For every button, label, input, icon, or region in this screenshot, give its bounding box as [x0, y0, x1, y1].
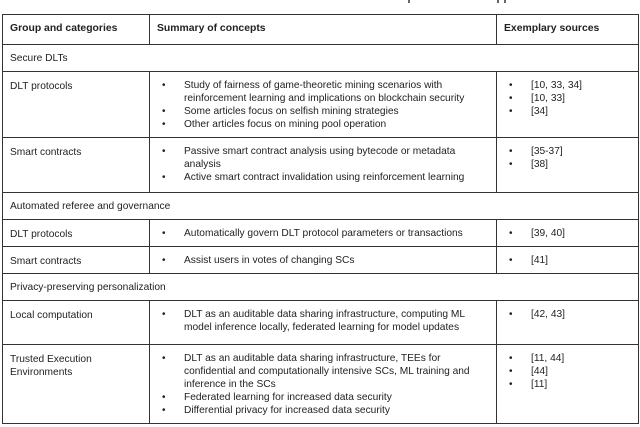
concept-item: • Federated learning for increased data security: [162, 391, 490, 404]
concepts-cell: [150, 138, 497, 193]
category-cell: DLT protocols: [3, 72, 150, 138]
table-row: [3, 138, 639, 193]
sources-cell: [497, 247, 639, 274]
concept-item: • Assist users in votes of changing SCs: [162, 254, 490, 267]
concept-item: • Automatically govern DLT protocol parameters or transactions: [162, 227, 490, 240]
sources-cell: [497, 220, 639, 247]
sources-cell: [497, 138, 639, 193]
concepts-cell: [150, 345, 497, 424]
concepts-cell: [150, 72, 497, 138]
source-item: • [38]: [509, 158, 632, 171]
concepts-table: [2, 14, 639, 424]
cropped-caption-fragment: [0, 0, 640, 6]
concept-item: • DLT as an auditable data sharing infrastructure, computing ML model inference locally, federated learning for model updates: [162, 308, 490, 334]
group-row-privacy-preserving: [3, 274, 639, 301]
sources-cell: [497, 72, 639, 138]
header-group-categories: Group and categories: [3, 15, 150, 45]
group-title: Secure DLTs: [3, 45, 639, 72]
source-item: • [34]: [509, 105, 632, 118]
header-exemplary-sources: Exemplary sources: [497, 15, 639, 45]
concept-item: • Differential privacy for increased data security: [162, 404, 490, 417]
table-row: [3, 247, 639, 274]
category-cell: DLT protocols: [3, 220, 150, 247]
group-title: Privacy-preserving personalization: [3, 274, 639, 301]
table-row: [3, 345, 639, 424]
table-row: [3, 220, 639, 247]
source-item: • [10, 33]: [509, 92, 632, 105]
concept-item: • Some articles focus on selfish mining strategies: [162, 105, 490, 118]
concepts-cell: [150, 247, 497, 274]
source-item: • [35-37]: [509, 145, 632, 158]
source-item: • [42, 43]: [509, 308, 632, 321]
category-cell: Local computation: [3, 301, 150, 345]
category-cell: Smart contracts: [3, 247, 150, 274]
group-title: Automated referee and governance: [3, 193, 639, 220]
header-summary-concepts: Summary of concepts: [150, 15, 497, 45]
source-item: • [44]: [509, 365, 632, 378]
concept-item: • Study of fairness of game-theoretic mining scenarios with reinforcement learning and implications on blockchain security: [162, 79, 490, 105]
source-item: • [39, 40]: [509, 227, 632, 240]
group-row-secure-dlts: [3, 45, 639, 72]
concept-item: • Active smart contract invalidation using reinforcement learning: [162, 171, 490, 184]
concepts-cell: [150, 301, 497, 345]
group-row-automated-referee: [3, 193, 639, 220]
table-row: [3, 72, 639, 138]
category-cell: Trusted Execution Environments: [3, 345, 150, 424]
table-row: [3, 301, 639, 345]
source-item: • [10, 33, 34]: [509, 79, 632, 92]
sources-cell: [497, 345, 639, 424]
source-item: • [41]: [509, 254, 632, 267]
source-item: • [11]: [509, 378, 632, 391]
sources-cell: [497, 301, 639, 345]
concept-item: • DLT as an auditable data sharing infrastructure, TEEs for confidential and computationally intensive SCs, ML training and inference in the SCs: [162, 352, 490, 391]
category-cell: Smart contracts: [3, 138, 150, 193]
concept-item: • Passive smart contract analysis using bytecode or metadata analysis: [162, 145, 490, 171]
source-item: • [11, 44]: [509, 352, 632, 365]
concepts-cell: [150, 220, 497, 247]
header-row: [3, 15, 639, 45]
concept-item: • Other articles focus on mining pool operation: [162, 118, 490, 131]
